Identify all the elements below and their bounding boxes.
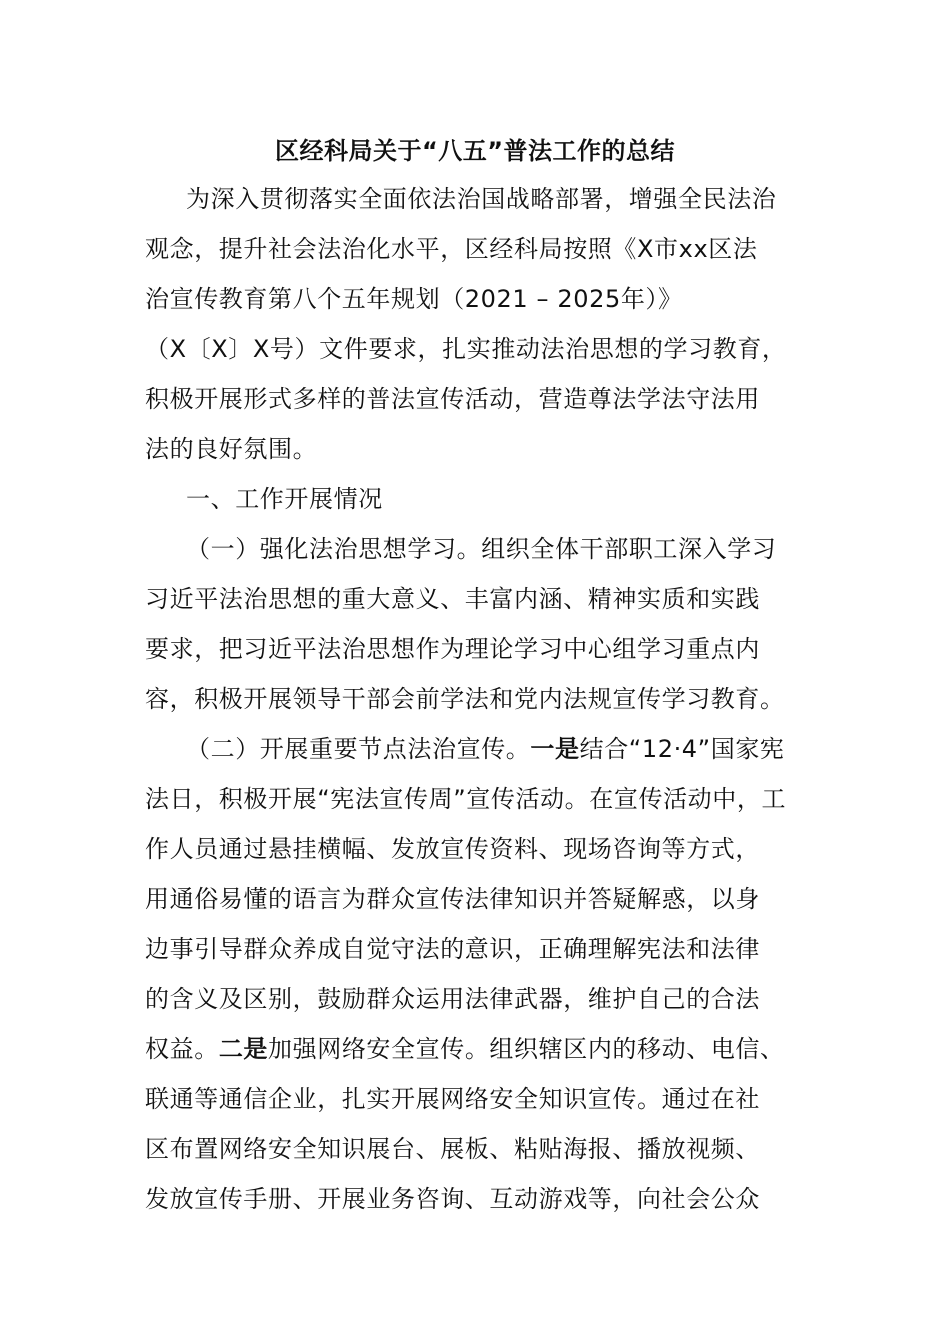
paragraph-line: 作人员通过悬挂横幅、发放宣传资料、现场咨询等方式， [145, 835, 760, 863]
paragraph-line: 治宣传教育第八个五年规划（2021 – 2025年）》 [145, 285, 683, 313]
paragraph-line: 容，积极开展领导干部会前学法和党内法规宣传学习教育。 [145, 685, 785, 713]
paragraph-line: 要求，把习近平法治思想作为理论学习中心组学习重点内 [145, 635, 760, 663]
paragraph-line: 联通等通信企业，扎实开展网络安全知识宣传。通过在社 [145, 1085, 760, 1113]
subheading-text: （二）开展重要节点法治宣传。 [186, 735, 531, 763]
section-heading: 一、工作开展情况 [186, 485, 383, 513]
paragraph-line: 区布置网络安全知识展台、展板、粘贴海报、播放视频、 [145, 1135, 760, 1163]
paragraph-line: 发放宣传手册、开展业务咨询、互动游戏等，向社会公众 [145, 1185, 760, 1213]
paragraph-line: 观念，提升社会法治化水平，区经科局按照《X市xx区法 [145, 235, 758, 263]
paragraph-line: 法日，积极开展“宪法宣传周”宣传活动。在宣传活动中，工 [145, 785, 787, 813]
paragraph-line: 的含义及区别，鼓励群众运用法律武器，维护自己的合法 [145, 985, 760, 1013]
paragraph-text: 权益。 [145, 1035, 219, 1063]
paragraph-line: 用通俗易懂的语言为群众宣传法律知识并答疑解惑，以身 [145, 885, 760, 913]
paragraph-line: （一）强化法治思想学习。组织全体干部职工深入学习 [186, 535, 777, 563]
paragraph-line [186, 731, 785, 767]
paragraph-line: 边事引导群众养成自觉守法的意识，正确理解宪法和法律 [145, 935, 760, 963]
paragraph-line: 为深入贯彻落实全面依法治国战略部署，增强全民法治 [186, 185, 777, 213]
document-title: 区经科局关于“八五”普法工作的总结 [274, 137, 676, 165]
paragraph-line: 习近平法治思想的重大意义、丰富内涵、精神实质和实践 [145, 585, 760, 613]
paragraph-line [145, 1031, 785, 1067]
paragraph-text: 加强网络安全宣传。组织辖区内的移动、电信、 [268, 1035, 785, 1063]
paragraph-text: 结合“12·4”国家宪 [579, 735, 785, 763]
paragraph-line: 积极开展形式多样的普法宣传活动，营造尊法学法守法用 [145, 385, 760, 413]
paragraph-line: 法的良好氛围。 [145, 435, 318, 463]
paragraph-line: （X〔X〕X号）文件要求，扎实推动法治思想的学习教育， [145, 335, 787, 363]
emphasis-second: 二是 [218, 1035, 269, 1063]
emphasis-first: 一是 [530, 735, 580, 763]
